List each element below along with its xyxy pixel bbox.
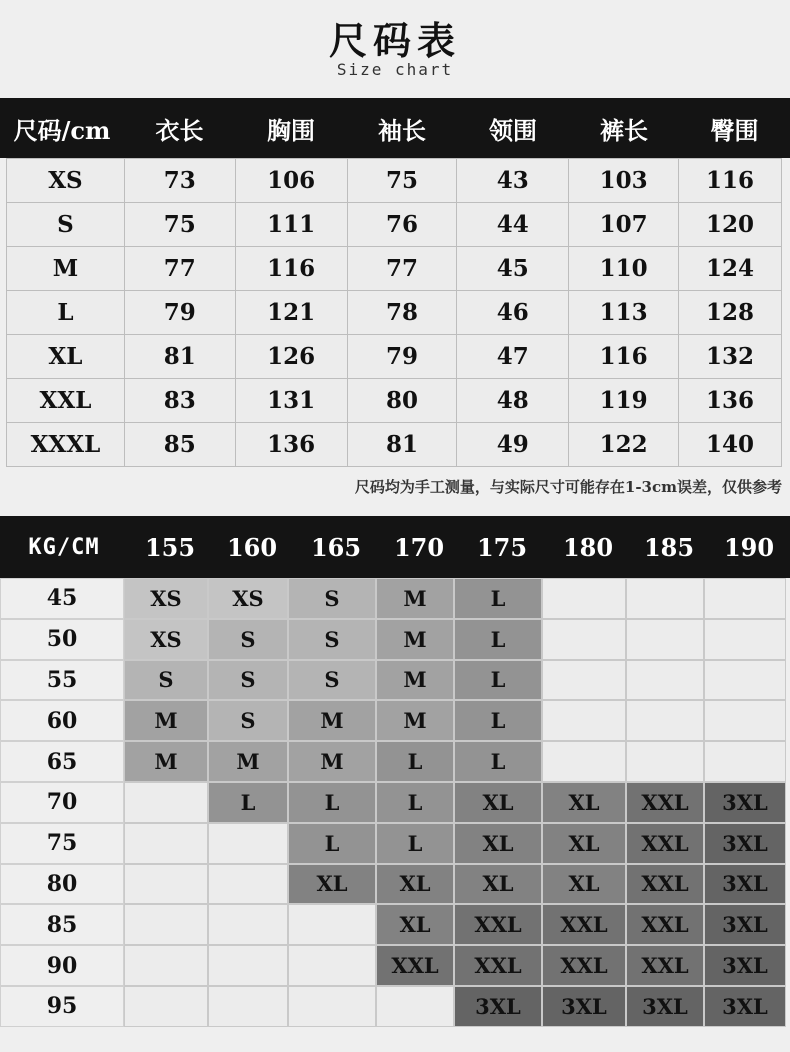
size-label-cell: XXXL — [7, 423, 125, 467]
size-recommendation-cell: XL — [542, 823, 626, 864]
size-value-cell: 79 — [124, 291, 235, 335]
size-recommendation-cell: 3XL — [704, 864, 786, 905]
size-recommendation-cell: M — [124, 700, 208, 741]
size-recommendation-cell: L — [454, 578, 542, 619]
size-recommendation-cell: M — [376, 700, 454, 741]
size-recommendation-cell: M — [376, 619, 454, 660]
size-recommendation-cell — [542, 619, 626, 660]
size-recommendation-cell: L — [454, 619, 542, 660]
size-recommendation-cell: XL — [542, 782, 626, 823]
height-header-cell: 170 — [393, 532, 445, 562]
size-recommendation-cell — [124, 904, 208, 945]
size-recommendation-cell — [704, 619, 786, 660]
size-recommendation-cell — [208, 864, 288, 905]
weight-label-cell: 45 — [0, 578, 124, 619]
size-value-cell: 76 — [347, 203, 457, 247]
weight-label-cell: 75 — [0, 823, 124, 864]
size-recommendation-cell — [626, 660, 704, 701]
size-recommendation-cell: M — [208, 741, 288, 782]
weight-row — [0, 782, 790, 823]
weight-height-header — [0, 516, 790, 578]
size-recommendation-cell: XL — [376, 904, 454, 945]
size-value-cell: 81 — [124, 335, 235, 379]
size-recommendation-cell: M — [376, 660, 454, 701]
weight-row — [0, 986, 790, 1027]
size-recommendation-cell — [704, 578, 786, 619]
size-value-cell: 78 — [347, 291, 457, 335]
height-header-cell: 165 — [310, 532, 362, 562]
size-value-cell: 46 — [457, 291, 569, 335]
size-recommendation-cell: XS — [124, 578, 208, 619]
size-value-cell: 49 — [457, 423, 569, 467]
size-value-cell: 77 — [124, 247, 235, 291]
size-recommendation-cell: L — [376, 782, 454, 823]
weight-row — [0, 823, 790, 864]
size-recommendation-cell: S — [288, 619, 376, 660]
size-recommendation-cell — [208, 986, 288, 1027]
size-value-cell: 116 — [235, 247, 347, 291]
size-label-cell: S — [7, 203, 125, 247]
weight-label-cell: 95 — [0, 986, 124, 1027]
weight-label-cell: 50 — [0, 619, 124, 660]
size-value-cell: 119 — [569, 379, 679, 423]
size-recommendation-cell: XXL — [626, 823, 704, 864]
weight-row — [0, 578, 790, 619]
size-recommendation-cell: XXL — [376, 945, 454, 986]
size-value-cell: 106 — [235, 159, 347, 203]
header-corner: KG/CM — [28, 534, 100, 560]
size-recommendation-cell: XXL — [626, 864, 704, 905]
size-recommendation-cell — [124, 945, 208, 986]
size-recommendation-cell — [626, 619, 704, 660]
size-recommendation-cell: S — [208, 619, 288, 660]
size-recommendation-cell: 3XL — [704, 823, 786, 864]
size-recommendation-cell: S — [124, 660, 208, 701]
size-label-cell: XL — [7, 335, 125, 379]
weight-label-cell: 70 — [0, 782, 124, 823]
size-value-cell: 44 — [457, 203, 569, 247]
size-recommendation-cell — [124, 864, 208, 905]
size-recommendation-cell — [542, 741, 626, 782]
size-value-cell: 110 — [569, 247, 679, 291]
weight-row — [0, 619, 790, 660]
size-row — [7, 203, 782, 247]
page-subtitle: Size chart — [336, 60, 454, 79]
size-label-cell: M — [7, 247, 125, 291]
size-value-cell: 47 — [457, 335, 569, 379]
size-recommendation-cell: L — [376, 741, 454, 782]
size-recommendation-cell: L — [454, 700, 542, 741]
size-value-cell: 131 — [235, 379, 347, 423]
size-recommendation-cell: L — [454, 660, 542, 701]
header-length: 衣长 — [155, 115, 204, 145]
size-row — [7, 423, 782, 467]
height-header-cell: 175 — [476, 532, 528, 562]
height-header-cell: 190 — [723, 532, 775, 562]
size-recommendation-cell — [542, 578, 626, 619]
size-recommendation-cell — [626, 741, 704, 782]
size-row — [7, 335, 782, 379]
weight-row — [0, 945, 790, 986]
size-recommendation-cell: L — [288, 782, 376, 823]
size-recommendation-cell — [288, 986, 376, 1027]
size-row — [7, 379, 782, 423]
height-header-cell: 155 — [144, 532, 196, 562]
size-recommendation-cell: M — [288, 700, 376, 741]
size-recommendation-cell: XS — [124, 619, 208, 660]
measurement-note: 尺码均为手工测量，与实际尺寸可能存在1-3cm误差，仅供参考 — [354, 478, 782, 496]
size-recommendation-cell — [208, 823, 288, 864]
size-recommendation-cell: XXL — [626, 945, 704, 986]
size-table — [6, 158, 782, 467]
weight-row — [0, 741, 790, 782]
weight-row — [0, 864, 790, 905]
size-recommendation-cell: XL — [376, 864, 454, 905]
size-value-cell: 126 — [235, 335, 347, 379]
size-value-cell: 103 — [569, 159, 679, 203]
size-recommendation-cell — [288, 904, 376, 945]
header-sleeve: 袖长 — [378, 115, 426, 145]
size-value-cell: 116 — [679, 159, 782, 203]
size-value-cell: 136 — [235, 423, 347, 467]
size-recommendation-cell: M — [376, 578, 454, 619]
size-recommendation-cell: L — [376, 823, 454, 864]
size-recommendation-cell: XL — [454, 864, 542, 905]
size-recommendation-cell: XXL — [454, 904, 542, 945]
height-header-cell: 180 — [562, 532, 614, 562]
size-recommendation-cell: 3XL — [704, 986, 786, 1027]
weight-label-cell: 65 — [0, 741, 124, 782]
size-recommendation-cell: M — [288, 741, 376, 782]
size-recommendation-cell: L — [288, 823, 376, 864]
size-recommendation-cell — [626, 578, 704, 619]
size-value-cell: 77 — [347, 247, 457, 291]
size-recommendation-cell: XXL — [542, 945, 626, 986]
height-header-cell: 185 — [643, 532, 695, 562]
size-recommendation-cell: S — [208, 660, 288, 701]
weight-row — [0, 660, 790, 701]
size-value-cell: 83 — [124, 379, 235, 423]
size-recommendation-cell: 3XL — [542, 986, 626, 1027]
size-recommendation-cell: XXL — [626, 782, 704, 823]
header-hip: 臀围 — [710, 115, 759, 145]
size-recommendation-cell: M — [124, 741, 208, 782]
size-value-cell: 45 — [457, 247, 569, 291]
size-value-cell: 80 — [347, 379, 457, 423]
size-recommendation-cell — [124, 823, 208, 864]
weight-row — [0, 700, 790, 741]
size-recommendation-cell — [542, 660, 626, 701]
header-collar: 领围 — [489, 115, 537, 145]
size-value-cell: 81 — [347, 423, 457, 467]
header-size: 尺码/cm — [13, 115, 111, 145]
size-recommendation-cell: XL — [542, 864, 626, 905]
size-value-cell: 79 — [347, 335, 457, 379]
size-recommendation-cell: XS — [208, 578, 288, 619]
size-recommendation-cell — [542, 700, 626, 741]
size-recommendation-cell — [208, 945, 288, 986]
weight-label-cell: 85 — [0, 904, 124, 945]
size-recommendation-cell: S — [288, 578, 376, 619]
size-value-cell: 75 — [347, 159, 457, 203]
size-row — [7, 247, 782, 291]
size-recommendation-cell — [626, 700, 704, 741]
size-row — [7, 291, 782, 335]
size-recommendation-cell: XL — [454, 782, 542, 823]
size-value-cell: 107 — [569, 203, 679, 247]
size-value-cell: 73 — [124, 159, 235, 203]
weight-label-cell: 60 — [0, 700, 124, 741]
size-recommendation-cell: S — [208, 700, 288, 741]
size-recommendation-cell: S — [288, 660, 376, 701]
size-value-cell: 122 — [569, 423, 679, 467]
size-recommendation-cell: XL — [288, 864, 376, 905]
weight-row — [0, 904, 790, 945]
size-value-cell: 85 — [124, 423, 235, 467]
size-value-cell: 43 — [457, 159, 569, 203]
size-label-cell: XS — [7, 159, 125, 203]
size-label-cell: L — [7, 291, 125, 335]
size-value-cell: 121 — [235, 291, 347, 335]
size-value-cell: 111 — [235, 203, 347, 247]
size-row — [7, 159, 782, 203]
size-recommendation-cell: L — [454, 741, 542, 782]
size-recommendation-cell: 3XL — [704, 782, 786, 823]
size-recommendation-cell: XL — [454, 823, 542, 864]
height-header-cell: 160 — [226, 532, 278, 562]
size-recommendation-cell — [124, 986, 208, 1027]
size-label-cell: XXL — [7, 379, 125, 423]
size-value-cell: 48 — [457, 379, 569, 423]
size-value-cell: 140 — [679, 423, 782, 467]
size-value-cell: 116 — [569, 335, 679, 379]
header-pants-length: 裤长 — [600, 115, 648, 145]
size-value-cell: 128 — [679, 291, 782, 335]
weight-height-grid — [0, 578, 790, 1027]
size-table-header — [0, 98, 790, 158]
size-value-cell: 113 — [569, 291, 679, 335]
size-value-cell: 120 — [679, 203, 782, 247]
size-recommendation-cell — [124, 782, 208, 823]
size-recommendation-cell — [704, 741, 786, 782]
weight-label-cell: 90 — [0, 945, 124, 986]
size-recommendation-cell: 3XL — [704, 904, 786, 945]
size-value-cell: 124 — [679, 247, 782, 291]
size-value-cell: 75 — [124, 203, 235, 247]
size-recommendation-cell: L — [208, 782, 288, 823]
size-recommendation-cell — [376, 986, 454, 1027]
size-recommendation-cell: 3XL — [626, 986, 704, 1027]
size-recommendation-cell: 3XL — [704, 945, 786, 986]
size-recommendation-cell — [288, 945, 376, 986]
size-recommendation-cell — [704, 700, 786, 741]
size-recommendation-cell: XXL — [626, 904, 704, 945]
header-chest: 胸围 — [267, 115, 315, 145]
size-value-cell: 132 — [679, 335, 782, 379]
size-recommendation-cell — [208, 904, 288, 945]
size-recommendation-cell — [704, 660, 786, 701]
size-recommendation-cell: 3XL — [454, 986, 542, 1027]
weight-label-cell: 55 — [0, 660, 124, 701]
size-recommendation-cell: XXL — [454, 945, 542, 986]
weight-label-cell: 80 — [0, 864, 124, 905]
size-recommendation-cell: XXL — [542, 904, 626, 945]
page-title: 尺码表 — [328, 19, 461, 63]
size-value-cell: 136 — [679, 379, 782, 423]
